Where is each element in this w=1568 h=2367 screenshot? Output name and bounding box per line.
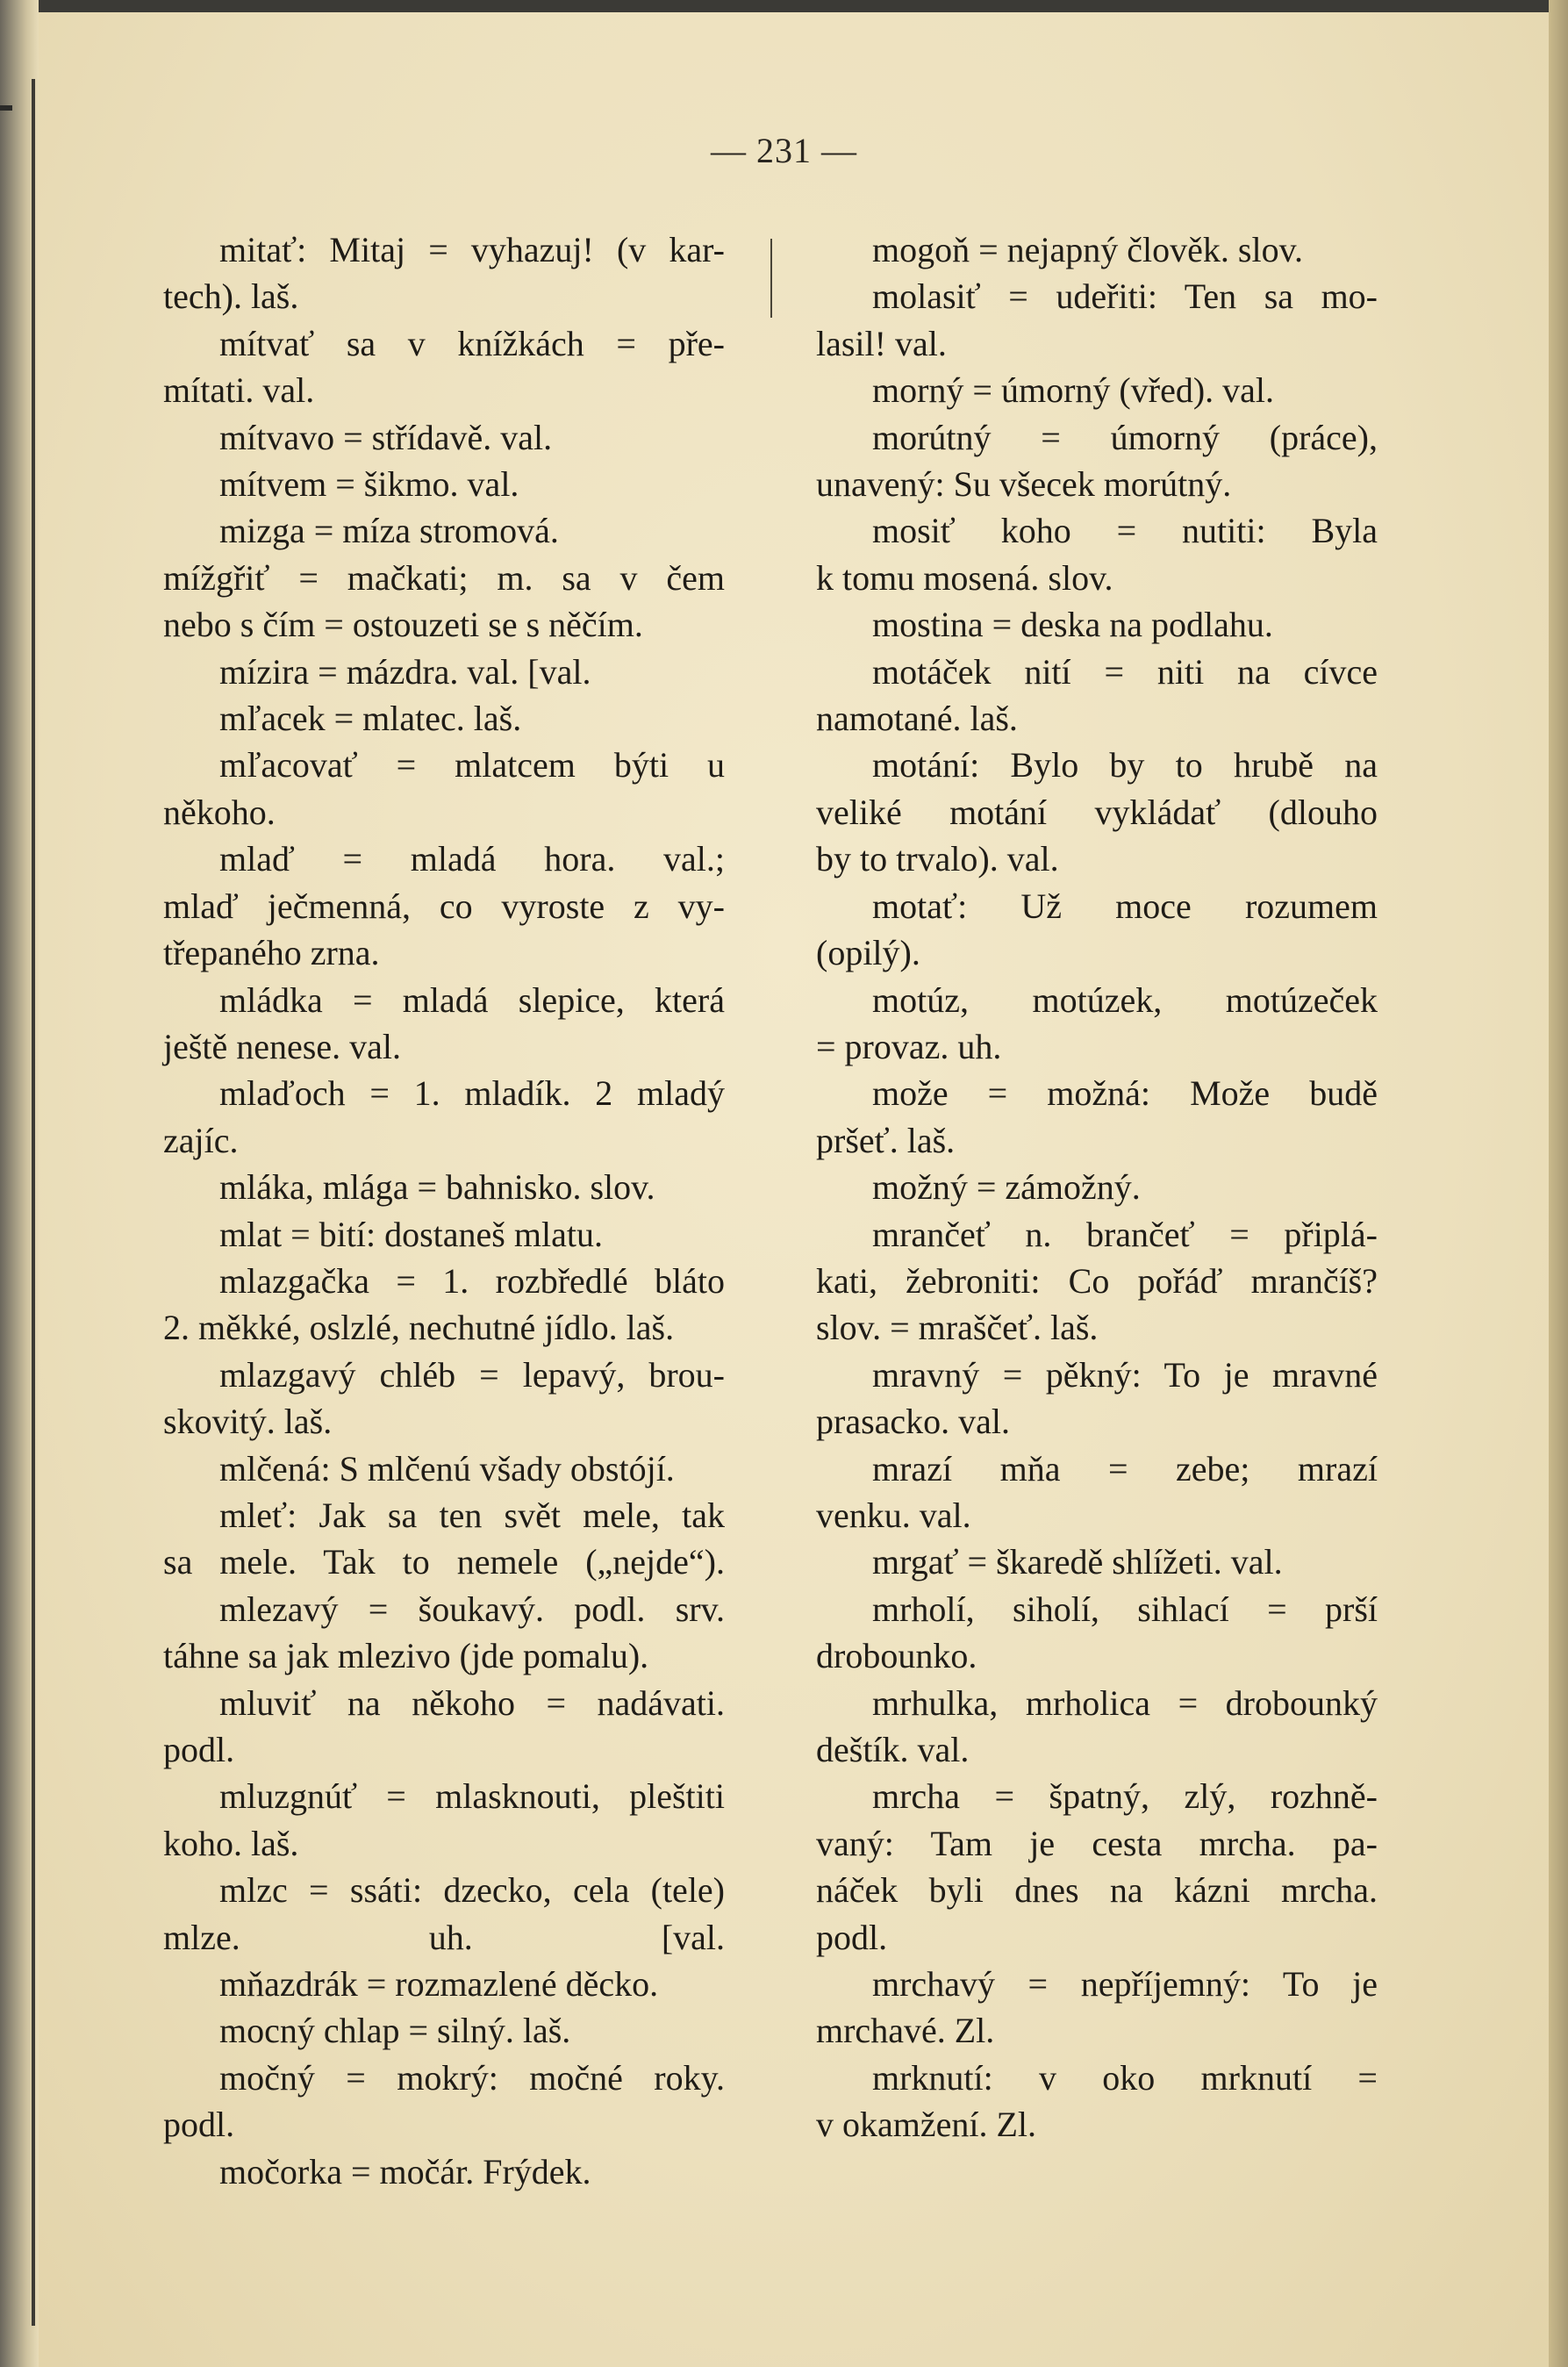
text-line: molasiť = udeřiti: Ten sa mo- — [872, 276, 1378, 317]
text-line: = provaz. uh. — [816, 1026, 1002, 1066]
text-line: močorka = močár. Frýdek. — [219, 2151, 591, 2191]
text-line: kati, žebroniti: Co pořáď mrančíš? — [816, 1260, 1378, 1301]
text-line: táhne sa jak mlezivo (jde pomalu). — [163, 1636, 649, 1676]
text-line: mítvem = šikmo. val. — [219, 464, 519, 505]
text-line: prasacko. val. — [816, 1402, 1011, 1442]
text-line: veliké motání vykládať (dlouho — [816, 792, 1378, 832]
text-line: tech). laš. — [163, 276, 299, 317]
text-line: podl. — [163, 2105, 235, 2145]
text-line: mľacovať = mlatcem býti u — [219, 745, 725, 785]
text-line: mosiť koho = nutiti: Byla — [872, 511, 1378, 551]
left-column — [163, 226, 725, 2195]
text-line: namotané. laš. — [816, 699, 1018, 739]
text-line: mítvať sa v knížkách = pře- — [219, 323, 725, 363]
text-line: k tomu mosená. slov. — [816, 557, 1113, 598]
text-line: drobounko. — [816, 1636, 977, 1676]
text-line: třepaného zrna. — [163, 933, 380, 973]
text-line: mízira = mázdra. val. [val. — [219, 651, 591, 692]
text-line: mocný chlap = silný. laš. — [219, 2011, 571, 2051]
text-line: mostina = deska na podlahu. — [872, 605, 1273, 645]
text-line: morný = úmorný (vřed). val. — [872, 370, 1275, 411]
text-line: motúz, motúzek, motúzeček — [872, 979, 1378, 1020]
text-line: (opilý). — [816, 933, 920, 973]
text-line: mitať: Mitaj = vyhazuj! (v kar- — [219, 230, 725, 269]
text-line: v okamžení. Zl. — [816, 2105, 1037, 2145]
right-column — [816, 226, 1378, 2148]
text-line: mlaď = mladá hora. val.; — [219, 839, 725, 879]
text-line: močný = mokrý: močné roky. — [219, 2057, 725, 2098]
text-line: može = možná: Može budě — [872, 1073, 1378, 1114]
text-line: mlazgačka = 1. rozbředlé bláto — [219, 1260, 725, 1301]
scan-right-edge — [1549, 0, 1568, 2367]
text-line: mlčená: S mlčenú všady obstójí. — [219, 1448, 675, 1488]
text-line: mlaďoch = 1. mladík. 2 mladý — [219, 1073, 725, 1114]
text-line: mlaď ječmenná, co vyroste z vy- — [163, 886, 725, 926]
binding-line — [32, 79, 35, 2326]
text-line: mrcha = špatný, zlý, rozhně- — [872, 1776, 1378, 1817]
column-divider — [770, 239, 772, 318]
text-line: mlazgavý chléb = lepavý, brou- — [219, 1354, 725, 1395]
text-line: mrančeť n. brančeť = připlá- — [872, 1214, 1378, 1254]
text-line: deštík. val. — [816, 1730, 970, 1769]
text-line: 2. měkké, oslzlé, nechutné jídlo. laš. — [163, 1308, 675, 1348]
text-line: mňazdrák = rozmazlené děcko. — [219, 1964, 659, 2005]
margin-tick — [0, 105, 12, 111]
text-line: venku. val. — [816, 1495, 971, 1535]
text-line: mlezavý = šoukavý. podl. srv. — [219, 1589, 725, 1629]
text-line: mrchavé. Zl. — [816, 2011, 995, 2051]
page-number: — 231 — — [711, 131, 857, 170]
text-line: mľacek = mlatec. laš. — [219, 699, 522, 739]
text-line: nebo s čím = ostouzeti se s něčím. — [163, 605, 643, 645]
text-line: morútný = úmorný (práce), — [872, 417, 1378, 457]
text-line: mrknutí: v oko mrknutí = — [872, 2057, 1378, 2098]
text-line: mluviť na někoho = nadávati. — [219, 1682, 725, 1723]
text-line: podl. — [163, 1730, 235, 1769]
text-line: lasil! val. — [816, 323, 947, 363]
text-line: zajíc. — [163, 1120, 239, 1160]
text-line: by to trvalo). val. — [816, 839, 1059, 879]
text-line: motání: Bylo by to hrubě na — [872, 745, 1378, 785]
text-line: mizga = míza stromová. — [219, 511, 559, 551]
text-line: sa mele. Tak to nemele („nejde“). — [163, 1542, 725, 1582]
text-line: náček byli dnes na kázni mrcha. — [816, 1870, 1378, 1911]
text-line: skovitý. laš. — [163, 1402, 333, 1442]
text-line: mrchavý = nepříjemný: To je — [872, 1964, 1378, 2005]
text-line: mrazí mňa = zebe; mrazí — [872, 1448, 1378, 1488]
text-line: mrhulka, mrholica = drobounký — [872, 1682, 1378, 1723]
text-line: mogoň = nejapný člověk. slov. — [872, 230, 1303, 269]
text-line: podl. — [816, 1917, 888, 1957]
text-line: slov. = mraščeť. laš. — [816, 1308, 1099, 1348]
text-line: koho. laš. — [163, 1823, 299, 1863]
text-line: vaný: Tam je cesta mrcha. pa- — [816, 1823, 1378, 1863]
text-line: mrholí, siholí, sihlací = prší — [872, 1589, 1378, 1629]
text-line: ještě nenese. val. — [163, 1026, 401, 1066]
text-line: pršeť. laš. — [816, 1120, 956, 1160]
text-line: možný = zámožný. — [872, 1167, 1141, 1208]
text-line: mládka = mladá slepice, která — [219, 979, 725, 1020]
scan-top-edge — [0, 0, 1568, 12]
text-line: mlat = bití: dostaneš mlatu. — [219, 1214, 603, 1254]
text-line: mravný = pěkný: To je mravné — [872, 1354, 1378, 1395]
text-line: mláka, mlága = bahnisko. slov. — [219, 1167, 655, 1208]
text-line: mítvavo = střídavě. val. — [219, 417, 553, 457]
text-line: mlzc = ssáti: dzecko, cela (tele) — [219, 1870, 725, 1911]
text-line: mítati. val. — [163, 370, 315, 411]
text-line: unavený: Su všecek morútný. — [816, 464, 1232, 505]
text-line: mluzgnúť = mlasknouti, pleštiti — [219, 1776, 725, 1817]
text-line: motať: Už moce rozumem — [872, 886, 1378, 926]
text-line: někoho. — [163, 792, 276, 832]
text-line: mížgřiť = mačkati; m. sa v čem — [163, 557, 725, 598]
text-line: mleť: Jak sa ten svět mele, tak — [219, 1495, 725, 1535]
text-line: mrgať = škaredě shlížeti. val. — [872, 1542, 1283, 1582]
text-line: mlze. uh. [val. — [163, 1917, 725, 1957]
text-line: motáček nití = niti na cívce — [872, 651, 1378, 692]
